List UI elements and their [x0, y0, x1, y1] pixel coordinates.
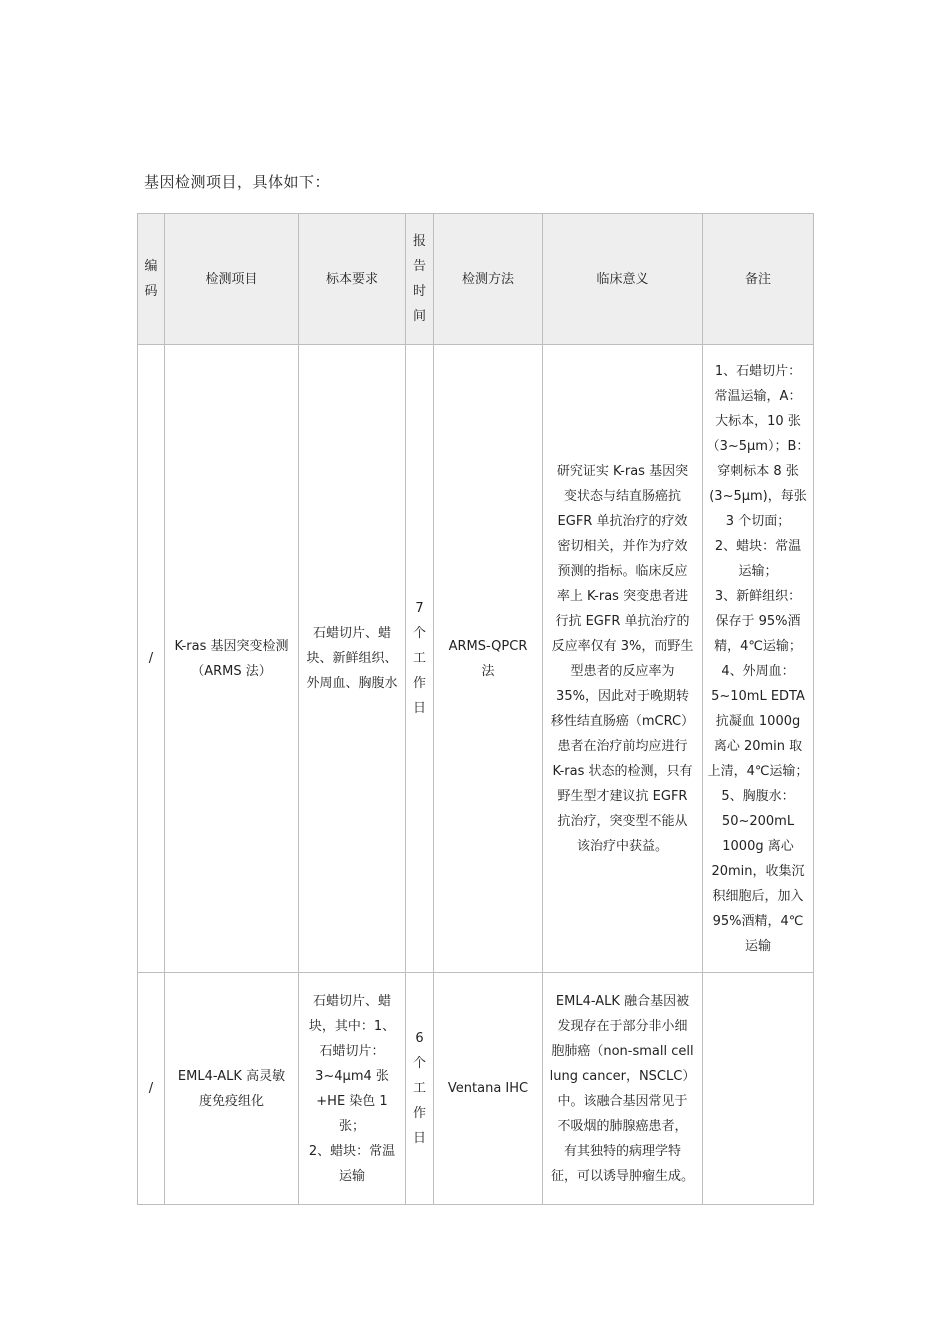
cell-report-time: 7 个 工 作 日 [406, 345, 434, 973]
cell-method: Ventana IHC [434, 973, 543, 1205]
cell-method: ARMS-QPCR 法 [434, 345, 543, 973]
header-report-time: 报 告 时 间 [406, 214, 434, 345]
cell-item: K-ras 基因突变检测 （ARMS 法） [165, 345, 299, 973]
cell-report-time: 6 个 工 作 日 [406, 973, 434, 1205]
cell-specimen: 石蜡切片、蜡 块，其中：1、 石蜡切片： 3~4μm4 张 +HE 染色 1 张； 2、蜡块：常温 运输 [299, 973, 406, 1205]
cell-significance: EML4-ALK 融合基因被 发现存在于部分非小细 胞肺癌（non-small cell lung cancer，NSCLC） 中。该融合基因常见于 不吸烟的肺腺癌患者， 有其独特的病理学特 征，可以诱导肿瘤生成。 [543, 973, 703, 1205]
table-row [138, 345, 814, 973]
table-row [138, 973, 814, 1205]
header-remark: 备注 [703, 214, 814, 345]
cell-remark [703, 973, 814, 1205]
cell-specimen: 石蜡切片、蜡 块、新鲜组织、 外周血、胸腹水 [299, 345, 406, 973]
table-header-row [138, 214, 814, 345]
header-item: 检测项目 [165, 214, 299, 345]
intro-text: 基因检测项目，具体如下： [144, 173, 331, 191]
header-significance: 临床意义 [543, 214, 703, 345]
cell-remark: 1、石蜡切片： 常温运输，A： 大标本，10 张 （3~5μm）；B： 穿刺标本 8 张 (3~5μm)，每张 3 个切面； 2、蜡块：常温 运输； 3、新鲜组织： 保存于 95%酒 精，4℃运输； 4、外周血： 5~10mL EDTA 抗凝血 1000g 离心 20min 取 上清，4℃运输； 5、胸腹水： 50~200mL 1000g 离心 20min，收集沉 积细胞后，加入 95%酒精，4℃ 运输 [703, 345, 814, 973]
cell-code: / [138, 345, 165, 973]
header-method: 检测方法 [434, 214, 543, 345]
cell-item: EML4-ALK 高灵敏 度免疫组化 [165, 973, 299, 1205]
cell-code: / [138, 973, 165, 1205]
header-code: 编 码 [138, 214, 165, 345]
gene-test-table [137, 213, 814, 1205]
header-specimen: 标本要求 [299, 214, 406, 345]
cell-significance: 研究证实 K-ras 基因突 变状态与结直肠癌抗 EGFR 单抗治疗的疗效 密切相关，并作为疗效 预测的指标。临床反应 率上 K-ras 突变患者进 行抗 EGFR 单抗治疗的 反应率仅有 3%，而野生 型患者的反应率为 35%，因此对于晚期转 移性结直肠癌（mCRC） 患者在治疗前均应进行 K-ras 状态的检测，只有 野生型才建议抗 EGFR 抗治疗，突变型不能从 该治疗中获益。 [543, 345, 703, 973]
